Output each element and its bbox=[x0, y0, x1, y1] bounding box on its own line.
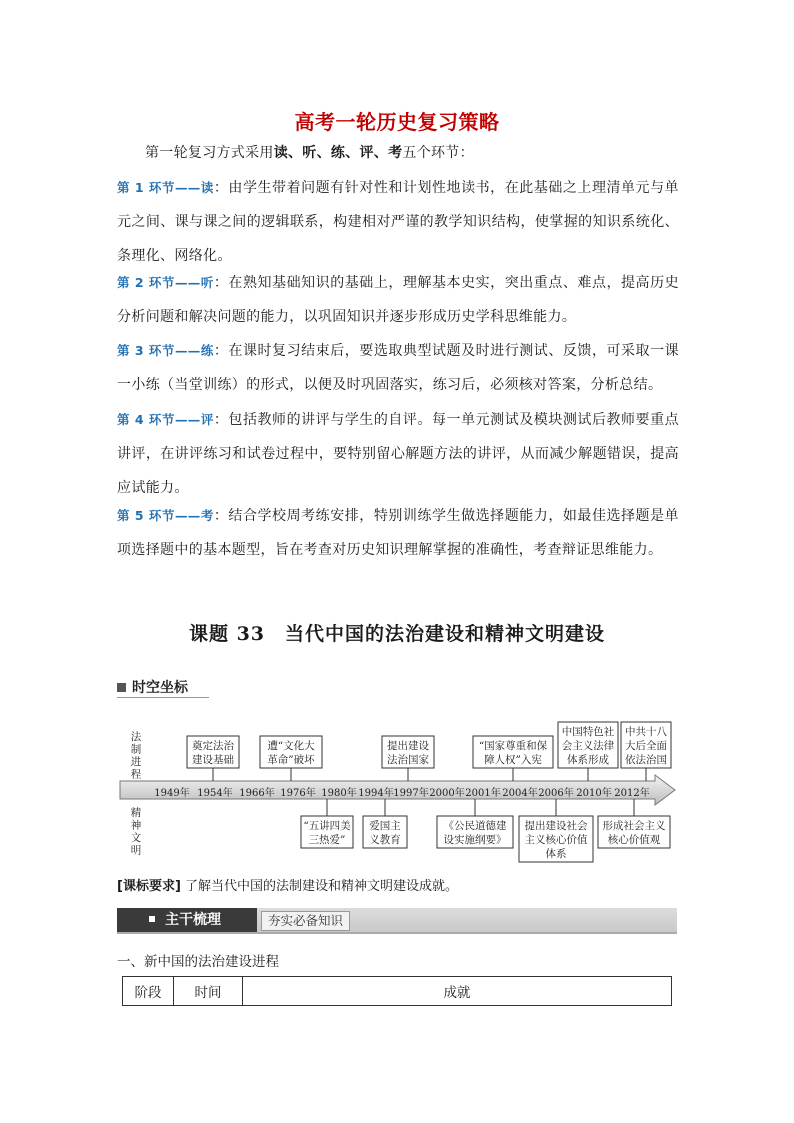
event-text: 形成社会主义 bbox=[602, 820, 666, 832]
timeline-diagram bbox=[115, 718, 680, 866]
intro-prefix: 第一轮复习方式采用 bbox=[145, 145, 274, 161]
timeline-bottom-event bbox=[363, 799, 407, 848]
timeline-side-label-bottom bbox=[131, 806, 142, 857]
timeline-bottom-event bbox=[519, 799, 593, 862]
event-text: 中共十八 bbox=[625, 726, 667, 738]
banner-main-label: 主干梳理 bbox=[165, 912, 221, 928]
timeline-year-label: 1966年 bbox=[239, 788, 275, 799]
timeline-side-char: 法 bbox=[130, 731, 142, 743]
timeline-top-event bbox=[621, 722, 671, 781]
section-tag-label: 时空坐标 bbox=[132, 680, 188, 696]
timeline-year-label: 2010年 bbox=[576, 788, 612, 799]
table-header-cell: 时间 bbox=[174, 977, 243, 1006]
timeline-year-label: 2012年 bbox=[614, 788, 650, 799]
timeline-year-label: 1997年 bbox=[393, 788, 429, 799]
timeline-side-label-top bbox=[131, 730, 142, 781]
event-text: 遭“文化大 bbox=[267, 740, 315, 752]
event-text: 提出建设 bbox=[387, 740, 429, 752]
event-text: 奠定法治 bbox=[192, 740, 234, 752]
timeline-side-char: 明 bbox=[130, 844, 142, 857]
event-text: 会主义法律 bbox=[561, 740, 615, 752]
event-text: 依法治国 bbox=[625, 754, 667, 766]
step-4 bbox=[117, 403, 679, 505]
timeline-year-label: 1949年 bbox=[154, 788, 190, 799]
section-tag-timeline bbox=[117, 677, 188, 697]
step-text: ：在课时复习结束后，要选取典型试题及时进行测试、反馈，可采取一课一小练（当堂训练）的形式，以便及时巩固落实，练习后，必须核对答案，分析总结。 bbox=[117, 343, 679, 393]
curriculum-requirement bbox=[117, 875, 458, 894]
event-text: “国家尊重和保 bbox=[478, 740, 548, 752]
timeline-top-event bbox=[473, 736, 553, 781]
intro-bold: 读、听、练、评、考 bbox=[273, 145, 403, 161]
timeline-top-event bbox=[187, 736, 239, 781]
timeline-side-char: 精 bbox=[130, 807, 142, 819]
timeline-bottom-event bbox=[598, 799, 670, 848]
section-divider bbox=[117, 697, 209, 698]
timeline-bottom-events bbox=[301, 799, 670, 862]
timeline-year-label: 2000年 bbox=[429, 788, 465, 799]
timeline-year-label: 2006年 bbox=[538, 788, 574, 799]
event-text: 《公民道德建 bbox=[443, 820, 507, 832]
banner-sub: 夯实必备知识 bbox=[261, 911, 350, 931]
step-label: 第 3 环节——练 bbox=[117, 343, 214, 358]
timeline-side-char: 程 bbox=[130, 768, 142, 781]
step-2 bbox=[117, 266, 679, 334]
bullet-icon bbox=[149, 916, 155, 922]
event-text: 体系形成 bbox=[567, 754, 609, 766]
event-text: “五讲四美 bbox=[303, 820, 351, 832]
event-text: 法治国家 bbox=[387, 754, 429, 766]
timeline-side-char: 制 bbox=[130, 743, 142, 756]
step-3 bbox=[117, 334, 679, 402]
event-text: 三热爱” bbox=[308, 834, 346, 846]
event-text: 提出建设社会 bbox=[524, 820, 588, 832]
banner-main bbox=[117, 908, 257, 932]
timeline-side-char: 进 bbox=[130, 756, 142, 768]
step-label: 第 5 环节——考 bbox=[117, 508, 214, 523]
timeline-top-event bbox=[382, 736, 434, 781]
intro-line bbox=[145, 142, 474, 162]
timeline-top-events bbox=[187, 722, 671, 781]
step-text: ：在熟知基础知识的基础上，理解基本史实，突出重点、难点，提高历史分析问题和解决问题的能力，以巩固知识并逐步形成历史学科思维能力。 bbox=[117, 275, 679, 325]
lesson-title: 课题 33 当代中国的法治建设和精神文明建设 bbox=[188, 623, 606, 645]
subsection-heading: 一、新中国的法治建设进程 bbox=[117, 954, 279, 970]
timeline-top-event bbox=[558, 722, 618, 781]
timeline-bottom-event bbox=[437, 799, 513, 848]
timeline-year-label: 2004年 bbox=[502, 788, 538, 799]
timeline-year-label: 1994年 bbox=[358, 788, 394, 799]
event-text: 体系 bbox=[545, 848, 567, 860]
requirement-text: 了解当代中国的法制建设和精神文明建设成就。 bbox=[185, 879, 459, 894]
step-5 bbox=[117, 499, 679, 567]
table-header-cell: 成就 bbox=[243, 977, 672, 1006]
step-1 bbox=[117, 171, 679, 273]
table-header-row bbox=[123, 977, 672, 1006]
event-text: 障人权”入宪 bbox=[484, 754, 542, 766]
event-text: 主义核心价值 bbox=[524, 834, 588, 846]
step-label: 第 4 环节——评 bbox=[117, 412, 214, 427]
event-text: 爱国主 bbox=[369, 820, 401, 832]
step-label: 第 2 环节——听 bbox=[117, 275, 214, 290]
event-text: 核心价值观 bbox=[607, 834, 661, 846]
step-text: ：由学生带着问题有针对性和计划性地读书，在此基础之上理清单元与单元之间、课与课之间的逻辑联系，构建相对严谨的教学知识结构，使掌握的知识系统化、条理化、网络化。 bbox=[117, 180, 679, 264]
event-text: 革命”破坏 bbox=[267, 754, 315, 766]
achievements-table bbox=[122, 976, 672, 1006]
timeline-year-label: 2001年 bbox=[465, 788, 501, 799]
section-banner bbox=[117, 908, 677, 934]
event-text: 义教育 bbox=[369, 834, 401, 846]
timeline-year-label: 1976年 bbox=[280, 788, 316, 799]
event-text: 建设基础 bbox=[192, 754, 234, 766]
timeline-year-label: 1980年 bbox=[321, 788, 357, 799]
timeline-bottom-event bbox=[301, 799, 353, 848]
step-text: ：结合学校周考练安排，特别训练学生做选择题能力，如最佳选择题是单项选择题中的基本题型，旨在考查对历史知识理解掌握的准确性，考查辩证思维能力。 bbox=[117, 508, 679, 558]
requirement-label: [课标要求] bbox=[117, 879, 181, 894]
page-title: 高考一轮历史复习策略 bbox=[294, 110, 500, 134]
intro-suffix: 五个环节： bbox=[402, 145, 474, 161]
table-header-cell: 阶段 bbox=[123, 977, 174, 1006]
timeline-side-char: 神 bbox=[130, 819, 142, 832]
timeline-year-label: 1954年 bbox=[197, 788, 233, 799]
timeline-top-event bbox=[260, 736, 322, 781]
event-text: 设实施纲要》 bbox=[443, 834, 507, 846]
timeline-side-char: 文 bbox=[130, 832, 142, 844]
event-text: 中国特色社 bbox=[561, 726, 615, 738]
event-text: 大后全面 bbox=[625, 740, 667, 752]
step-text: ：包括教师的讲评与学生的自评。每一单元测试及模块测试后教师要重点讲评，在讲评练习和试卷过程中，要特别留心解题方法的讲评，从而减少解题错误，提高应试能力。 bbox=[117, 412, 679, 496]
timeline-years bbox=[154, 786, 649, 799]
step-label: 第 1 环节——读 bbox=[117, 180, 214, 195]
square-icon bbox=[117, 683, 126, 692]
